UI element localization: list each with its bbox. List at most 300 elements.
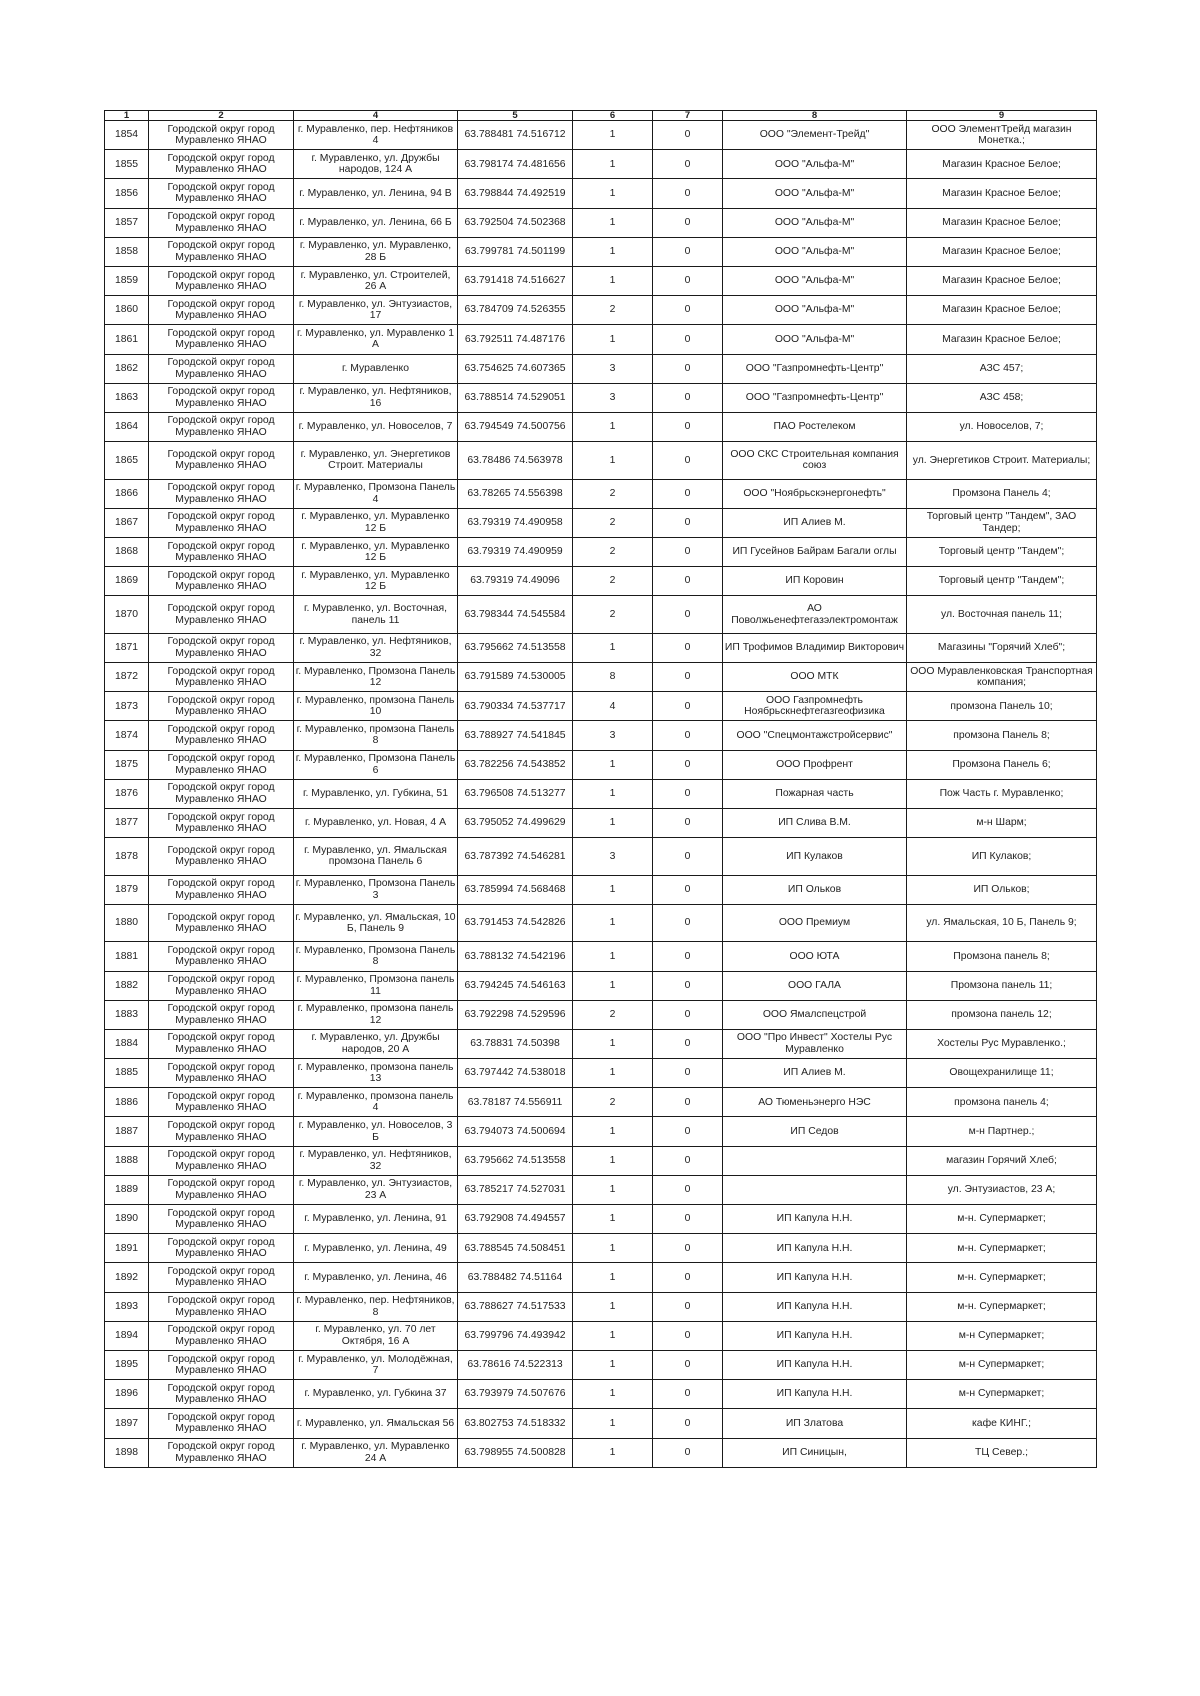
location-cell: ООО Муравленковская Транспортная компания; (907, 663, 1097, 692)
column-7-cell: 0 (653, 383, 723, 412)
column-6-cell: 1 (573, 1146, 653, 1175)
column-6-cell: 1 (573, 942, 653, 971)
district-cell: Городской округ город Муравленко ЯНАО (149, 1263, 294, 1292)
address-cell: г. Муравленко, Промзона Панель 6 (294, 750, 458, 779)
row-number-cell: 1895 (105, 1350, 149, 1379)
organization-cell: ИП Синицын, (723, 1438, 907, 1467)
column-6-cell: 1 (573, 1175, 653, 1204)
organization-cell: ИП Седов (723, 1117, 907, 1146)
column-6-cell: 1 (573, 1438, 653, 1467)
coordinates-cell: 63.788545 74.508451 (458, 1234, 573, 1263)
row-number-cell: 1858 (105, 237, 149, 266)
coordinates-cell: 63.794549 74.500756 (458, 412, 573, 441)
district-cell: Городской округ город Муравленко ЯНАО (149, 1146, 294, 1175)
table-row (105, 296, 1097, 325)
location-cell: м-н Супермаркет; (907, 1380, 1097, 1409)
organization-cell: ИП Капула Н.Н. (723, 1292, 907, 1321)
coordinates-cell: 63.798844 74.492519 (458, 179, 573, 208)
district-cell: Городской округ город Муравленко ЯНАО (149, 1205, 294, 1234)
address-cell: г. Муравленко, ул. Муравленко 12 Б (294, 508, 458, 537)
table-row (105, 1321, 1097, 1350)
row-number-cell: 1859 (105, 266, 149, 295)
row-number-cell: 1874 (105, 721, 149, 750)
address-cell: г. Муравленко, промзона панель 12 (294, 1000, 458, 1029)
organization-cell: ООО ГАЛА (723, 971, 907, 1000)
column-7-cell: 0 (653, 1088, 723, 1117)
coordinates-cell: 63.798344 74.545584 (458, 596, 573, 634)
location-cell: ИП Кулаков; (907, 838, 1097, 876)
location-cell: Магазин Красное Белое; (907, 325, 1097, 354)
table-row (105, 354, 1097, 383)
column-6-cell: 1 (573, 1409, 653, 1438)
location-cell: ул. Восточная панель 11; (907, 596, 1097, 634)
organization-cell: ООО "Альфа-М" (723, 325, 907, 354)
row-number-cell: 1897 (105, 1409, 149, 1438)
row-number-cell: 1894 (105, 1321, 149, 1350)
table-row (105, 150, 1097, 179)
district-cell: Городской округ город Муравленко ЯНАО (149, 354, 294, 383)
column-7-cell: 0 (653, 354, 723, 383)
district-cell: Городской округ город Муравленко ЯНАО (149, 1292, 294, 1321)
table-row (105, 596, 1097, 634)
column-6-cell: 1 (573, 208, 653, 237)
column-7-cell: 0 (653, 971, 723, 1000)
row-number-cell: 1863 (105, 383, 149, 412)
column-6-cell: 1 (573, 1234, 653, 1263)
coordinates-cell: 63.78187 74.556911 (458, 1088, 573, 1117)
address-cell: г. Муравленко, ул. Ямальская, 10 Б, Панель 9 (294, 904, 458, 942)
row-number-cell: 1887 (105, 1117, 149, 1146)
column-7-cell: 0 (653, 508, 723, 537)
column-7-cell: 0 (653, 1234, 723, 1263)
column-7-cell: 0 (653, 567, 723, 596)
coordinates-cell: 63.79319 74.490959 (458, 537, 573, 566)
table-row (105, 266, 1097, 295)
column-7-cell: 0 (653, 1380, 723, 1409)
organization-cell: ИП Алиев М. (723, 1059, 907, 1088)
district-cell: Городской округ город Муравленко ЯНАО (149, 179, 294, 208)
column-6-cell: 2 (573, 567, 653, 596)
organization-cell: ИП Кулаков (723, 838, 907, 876)
table-row (105, 692, 1097, 721)
table-row (105, 442, 1097, 480)
organization-cell: ИП Капула Н.Н. (723, 1350, 907, 1379)
organization-cell: ООО "Альфа-М" (723, 179, 907, 208)
location-cell: Магазин Красное Белое; (907, 179, 1097, 208)
location-cell: ул. Энтузиастов, 23 А; (907, 1175, 1097, 1204)
organization-cell: ООО Газпромнефть Ноябрьскнефтегазгеофизика (723, 692, 907, 721)
organization-cell: ПАО Ростелеком (723, 412, 907, 441)
column-7-cell: 0 (653, 663, 723, 692)
address-cell: г. Муравленко, ул. Муравленко 1 А (294, 325, 458, 354)
column-7-cell: 0 (653, 779, 723, 808)
address-cell: г. Муравленко, ул. Нефтяников, 32 (294, 633, 458, 662)
row-number-cell: 1883 (105, 1000, 149, 1029)
location-cell: Магазин Красное Белое; (907, 296, 1097, 325)
table-row (105, 479, 1097, 508)
location-cell: Промзона панель 11; (907, 971, 1097, 1000)
row-number-cell: 1855 (105, 150, 149, 179)
column-6-cell: 1 (573, 1292, 653, 1321)
header-cell: 9 (907, 111, 1097, 121)
column-7-cell: 0 (653, 596, 723, 634)
table-row (105, 1350, 1097, 1379)
table-row (105, 904, 1097, 942)
table-row (105, 808, 1097, 837)
address-cell: г. Муравленко, ул. Ленина, 66 Б (294, 208, 458, 237)
coordinates-cell: 63.799781 74.501199 (458, 237, 573, 266)
address-cell: г. Муравленко, Промзона Панель 12 (294, 663, 458, 692)
district-cell: Городской округ город Муравленко ЯНАО (149, 325, 294, 354)
table-row (105, 750, 1097, 779)
column-6-cell: 2 (573, 537, 653, 566)
address-cell: г. Муравленко, ул. Новая, 4 А (294, 808, 458, 837)
address-cell: г. Муравленко, ул. Новоселов, 7 (294, 412, 458, 441)
table-row (105, 1146, 1097, 1175)
district-cell: Городской округ город Муравленко ЯНАО (149, 479, 294, 508)
district-cell: Городской округ город Муравленко ЯНАО (149, 633, 294, 662)
organization-cell: ИП Алиев М. (723, 508, 907, 537)
coordinates-cell: 63.788927 74.541845 (458, 721, 573, 750)
table-row (105, 508, 1097, 537)
column-7-cell: 0 (653, 721, 723, 750)
location-cell: м-н. Супермаркет; (907, 1234, 1097, 1263)
header-cell: 6 (573, 111, 653, 121)
coordinates-cell: 63.788514 74.529051 (458, 383, 573, 412)
organization-cell: ИП Златова (723, 1409, 907, 1438)
organization-cell: ООО "Альфа-М" (723, 296, 907, 325)
table-row (105, 567, 1097, 596)
address-cell: г. Муравленко, ул. Ленина, 94 В (294, 179, 458, 208)
row-number-cell: 1878 (105, 838, 149, 876)
organization-cell: ООО "Альфа-М" (723, 150, 907, 179)
location-cell: Торговый центр "Тандем", ЗАО Тандер; (907, 508, 1097, 537)
column-7-cell: 0 (653, 633, 723, 662)
table-row (105, 1059, 1097, 1088)
column-6-cell: 2 (573, 1088, 653, 1117)
coordinates-cell: 63.792298 74.529596 (458, 1000, 573, 1029)
location-cell: АЗС 458; (907, 383, 1097, 412)
coordinates-cell: 63.802753 74.518332 (458, 1409, 573, 1438)
district-cell: Городской округ город Муравленко ЯНАО (149, 1409, 294, 1438)
column-7-cell: 0 (653, 150, 723, 179)
district-cell: Городской округ город Муравленко ЯНАО (149, 904, 294, 942)
table-row (105, 1205, 1097, 1234)
column-6-cell: 2 (573, 1000, 653, 1029)
column-7-cell: 0 (653, 1146, 723, 1175)
location-cell: промзона панель 4; (907, 1088, 1097, 1117)
column-7-cell: 0 (653, 1175, 723, 1204)
column-7-cell: 0 (653, 692, 723, 721)
table-row (105, 875, 1097, 904)
organization-cell: ООО "Про Инвест" Хостелы Рус Муравленко (723, 1029, 907, 1058)
column-7-cell: 0 (653, 1205, 723, 1234)
address-cell: г. Муравленко, ул. Ленина, 49 (294, 1234, 458, 1263)
address-cell: г. Муравленко, ул. Нефтяников, 16 (294, 383, 458, 412)
district-cell: Городской округ город Муравленко ЯНАО (149, 567, 294, 596)
coordinates-cell: 63.798174 74.481656 (458, 150, 573, 179)
row-number-cell: 1867 (105, 508, 149, 537)
location-cell: Хостелы Рус Муравленко.; (907, 1029, 1097, 1058)
column-6-cell: 1 (573, 121, 653, 150)
location-cell: Промзона панель 8; (907, 942, 1097, 971)
table-row (105, 121, 1097, 150)
location-cell: м-н Супермаркет; (907, 1350, 1097, 1379)
district-cell: Городской округ город Муравленко ЯНАО (149, 1029, 294, 1058)
organization-cell: ООО Профрент (723, 750, 907, 779)
coordinates-cell: 63.798955 74.500828 (458, 1438, 573, 1467)
column-6-cell: 1 (573, 875, 653, 904)
row-number-cell: 1892 (105, 1263, 149, 1292)
row-number-cell: 1865 (105, 442, 149, 480)
row-number-cell: 1881 (105, 942, 149, 971)
organization-cell: ИП Капула Н.Н. (723, 1205, 907, 1234)
location-cell: м-н. Супермаркет; (907, 1292, 1097, 1321)
address-cell: г. Муравленко, ул. Нефтяников, 32 (294, 1146, 458, 1175)
table-row (105, 779, 1097, 808)
column-6-cell: 3 (573, 354, 653, 383)
coordinates-cell: 63.78831 74.50398 (458, 1029, 573, 1058)
column-7-cell: 0 (653, 904, 723, 942)
district-cell: Городской округ город Муравленко ЯНАО (149, 663, 294, 692)
organization-cell: ООО "Альфа-М" (723, 266, 907, 295)
column-6-cell: 1 (573, 442, 653, 480)
table-row (105, 325, 1097, 354)
address-cell: г. Муравленко, ул. Ямальская промзона Панель 6 (294, 838, 458, 876)
location-cell: ТЦ Север.; (907, 1438, 1097, 1467)
table-row (105, 633, 1097, 662)
location-cell: промзона Панель 10; (907, 692, 1097, 721)
column-7-cell: 0 (653, 237, 723, 266)
row-number-cell: 1860 (105, 296, 149, 325)
location-cell: Пож Часть г. Муравленко; (907, 779, 1097, 808)
address-cell: г. Муравленко, ул. Энтузиастов, 17 (294, 296, 458, 325)
district-cell: Городской округ город Муравленко ЯНАО (149, 838, 294, 876)
organization-cell: АО Поволжьенефтегазэлектромонтаж (723, 596, 907, 634)
location-cell: м-н Партнер.; (907, 1117, 1097, 1146)
organization-cell: ИП Капула Н.Н. (723, 1234, 907, 1263)
address-cell: г. Муравленко, промзона Панель 10 (294, 692, 458, 721)
row-number-cell: 1890 (105, 1205, 149, 1234)
table-row (105, 179, 1097, 208)
row-number-cell: 1885 (105, 1059, 149, 1088)
organization-cell: ИП Слива В.М. (723, 808, 907, 837)
column-6-cell: 1 (573, 1059, 653, 1088)
organization-cell: ИП Капула Н.Н. (723, 1380, 907, 1409)
district-cell: Городской округ город Муравленко ЯНАО (149, 208, 294, 237)
coordinates-cell: 63.782256 74.543852 (458, 750, 573, 779)
header-cell: 7 (653, 111, 723, 121)
table-row (105, 971, 1097, 1000)
table-row (105, 412, 1097, 441)
district-cell: Городской округ город Муравленко ЯНАО (149, 1380, 294, 1409)
organization-cell: АО Тюменьэнерго НЭС (723, 1088, 907, 1117)
district-cell: Городской округ город Муравленко ЯНАО (149, 808, 294, 837)
organization-cell (723, 1146, 907, 1175)
column-7-cell: 0 (653, 179, 723, 208)
column-7-cell: 0 (653, 838, 723, 876)
table-row (105, 1029, 1097, 1058)
location-cell: м-н Шарм; (907, 808, 1097, 837)
registry-table (104, 110, 1097, 1468)
coordinates-cell: 63.78265 74.556398 (458, 479, 573, 508)
organization-cell: ИП Коровин (723, 567, 907, 596)
address-cell: г. Муравленко, ул. Строителей, 26 А (294, 266, 458, 295)
coordinates-cell: 63.794073 74.500694 (458, 1117, 573, 1146)
column-7-cell: 0 (653, 325, 723, 354)
organization-cell: ООО "Газпромнефть-Центр" (723, 383, 907, 412)
row-number-cell: 1866 (105, 479, 149, 508)
column-6-cell: 1 (573, 750, 653, 779)
address-cell: г. Муравленко, Промзона панель 11 (294, 971, 458, 1000)
address-cell: г. Муравленко, ул. 70 лет Октября, 16 А (294, 1321, 458, 1350)
location-cell: Магазин Красное Белое; (907, 150, 1097, 179)
district-cell: Городской округ город Муравленко ЯНАО (149, 875, 294, 904)
address-cell: г. Муравленко, ул. Новоселов, 3 Б (294, 1117, 458, 1146)
column-7-cell: 0 (653, 1059, 723, 1088)
table-row (105, 1292, 1097, 1321)
organization-cell: ИП Капула Н.Н. (723, 1263, 907, 1292)
row-number-cell: 1856 (105, 179, 149, 208)
coordinates-cell: 63.796508 74.513277 (458, 779, 573, 808)
header-row (105, 111, 1097, 121)
coordinates-cell: 63.793979 74.507676 (458, 1380, 573, 1409)
column-6-cell: 1 (573, 1350, 653, 1379)
column-6-cell: 4 (573, 692, 653, 721)
district-cell: Городской округ город Муравленко ЯНАО (149, 296, 294, 325)
column-7-cell: 0 (653, 296, 723, 325)
coordinates-cell: 63.799796 74.493942 (458, 1321, 573, 1350)
column-7-cell: 0 (653, 1029, 723, 1058)
district-cell: Городской округ город Муравленко ЯНАО (149, 1175, 294, 1204)
row-number-cell: 1871 (105, 633, 149, 662)
address-cell: г. Муравленко, ул. Муравленко 12 Б (294, 537, 458, 566)
coordinates-cell: 63.792511 74.487176 (458, 325, 573, 354)
district-cell: Городской округ город Муравленко ЯНАО (149, 721, 294, 750)
coordinates-cell: 63.791453 74.542826 (458, 904, 573, 942)
column-7-cell: 0 (653, 1321, 723, 1350)
coordinates-cell: 63.792908 74.494557 (458, 1205, 573, 1234)
column-6-cell: 1 (573, 1380, 653, 1409)
column-7-cell: 0 (653, 1263, 723, 1292)
header-cell: 1 (105, 111, 149, 121)
location-cell: Промзона Панель 4; (907, 479, 1097, 508)
organization-cell: ИП Капула Н.Н. (723, 1321, 907, 1350)
address-cell: г. Муравленко, ул. Энергетиков Строит. Материалы (294, 442, 458, 480)
address-cell: г. Муравленко, промзона панель 13 (294, 1059, 458, 1088)
column-6-cell: 2 (573, 296, 653, 325)
district-cell: Городской округ город Муравленко ЯНАО (149, 971, 294, 1000)
location-cell: м-н. Супермаркет; (907, 1263, 1097, 1292)
row-number-cell: 1864 (105, 412, 149, 441)
header-cell: 4 (294, 111, 458, 121)
district-cell: Городской округ город Муравленко ЯНАО (149, 383, 294, 412)
organization-cell: ООО "Спецмонтажстройсервис" (723, 721, 907, 750)
column-6-cell: 3 (573, 383, 653, 412)
row-number-cell: 1875 (105, 750, 149, 779)
column-7-cell: 0 (653, 875, 723, 904)
address-cell: г. Муравленко, ул. Ямальская 56 (294, 1409, 458, 1438)
column-6-cell: 2 (573, 596, 653, 634)
column-6-cell: 2 (573, 508, 653, 537)
location-cell: м-н. Супермаркет; (907, 1205, 1097, 1234)
organization-cell: ИП Гусейнов Байрам Багали оглы (723, 537, 907, 566)
address-cell: г. Муравленко, ул. Молодёжная, 7 (294, 1350, 458, 1379)
document-page (104, 110, 1096, 1468)
district-cell: Городской округ город Муравленко ЯНАО (149, 1088, 294, 1117)
location-cell: м-н Супермаркет; (907, 1321, 1097, 1350)
location-cell: ул. Энергетиков Строит. Материалы; (907, 442, 1097, 480)
table-row (105, 1263, 1097, 1292)
address-cell: г. Муравленко, промзона Панель 8 (294, 721, 458, 750)
column-7-cell: 0 (653, 479, 723, 508)
column-6-cell: 1 (573, 1117, 653, 1146)
address-cell: г. Муравленко, ул. Губкина 37 (294, 1380, 458, 1409)
coordinates-cell: 63.788627 74.517533 (458, 1292, 573, 1321)
address-cell: г. Муравленко, ул. Дружбы народов, 124 А (294, 150, 458, 179)
district-cell: Городской округ город Муравленко ЯНАО (149, 1000, 294, 1029)
coordinates-cell: 63.785994 74.568468 (458, 875, 573, 904)
address-cell: г. Муравленко, ул. Ленина, 46 (294, 1263, 458, 1292)
row-number-cell: 1879 (105, 875, 149, 904)
table-body (105, 121, 1097, 1468)
column-7-cell: 0 (653, 1409, 723, 1438)
location-cell: Магазин Красное Белое; (907, 266, 1097, 295)
address-cell: г. Муравленко, пер. Нефтяников 4 (294, 121, 458, 150)
column-6-cell: 1 (573, 1321, 653, 1350)
address-cell: г. Муравленко, ул. Муравленко, 28 Б (294, 237, 458, 266)
table-row (105, 208, 1097, 237)
coordinates-cell: 63.791418 74.516627 (458, 266, 573, 295)
location-cell: ул. Новоселов, 7; (907, 412, 1097, 441)
table-row (105, 1000, 1097, 1029)
header-cell: 8 (723, 111, 907, 121)
row-number-cell: 1893 (105, 1292, 149, 1321)
row-number-cell: 1896 (105, 1380, 149, 1409)
coordinates-cell: 63.797442 74.538018 (458, 1059, 573, 1088)
row-number-cell: 1873 (105, 692, 149, 721)
district-cell: Городской округ город Муравленко ЯНАО (149, 779, 294, 808)
district-cell: Городской округ город Муравленко ЯНАО (149, 942, 294, 971)
row-number-cell: 1872 (105, 663, 149, 692)
location-cell: кафе КИНГ.; (907, 1409, 1097, 1438)
column-6-cell: 1 (573, 633, 653, 662)
row-number-cell: 1891 (105, 1234, 149, 1263)
table-row (105, 1409, 1097, 1438)
district-cell: Городской округ город Муравленко ЯНАО (149, 1321, 294, 1350)
table-row (105, 721, 1097, 750)
row-number-cell: 1869 (105, 567, 149, 596)
address-cell: г. Муравленко, пер. Нефтяников, 8 (294, 1292, 458, 1321)
location-cell: Торговый центр "Тандем"; (907, 537, 1097, 566)
column-6-cell: 1 (573, 179, 653, 208)
row-number-cell: 1889 (105, 1175, 149, 1204)
address-cell: г. Муравленко, Промзона Панель 3 (294, 875, 458, 904)
column-6-cell: 1 (573, 412, 653, 441)
row-number-cell: 1898 (105, 1438, 149, 1467)
column-7-cell: 0 (653, 1292, 723, 1321)
district-cell: Городской округ город Муравленко ЯНАО (149, 750, 294, 779)
column-7-cell: 0 (653, 442, 723, 480)
column-7-cell: 0 (653, 1438, 723, 1467)
column-7-cell: 0 (653, 942, 723, 971)
column-6-cell: 2 (573, 479, 653, 508)
column-7-cell: 0 (653, 1350, 723, 1379)
location-cell: ИП Ольков; (907, 875, 1097, 904)
row-number-cell: 1876 (105, 779, 149, 808)
table-row (105, 1088, 1097, 1117)
organization-cell: ИП Ольков (723, 875, 907, 904)
